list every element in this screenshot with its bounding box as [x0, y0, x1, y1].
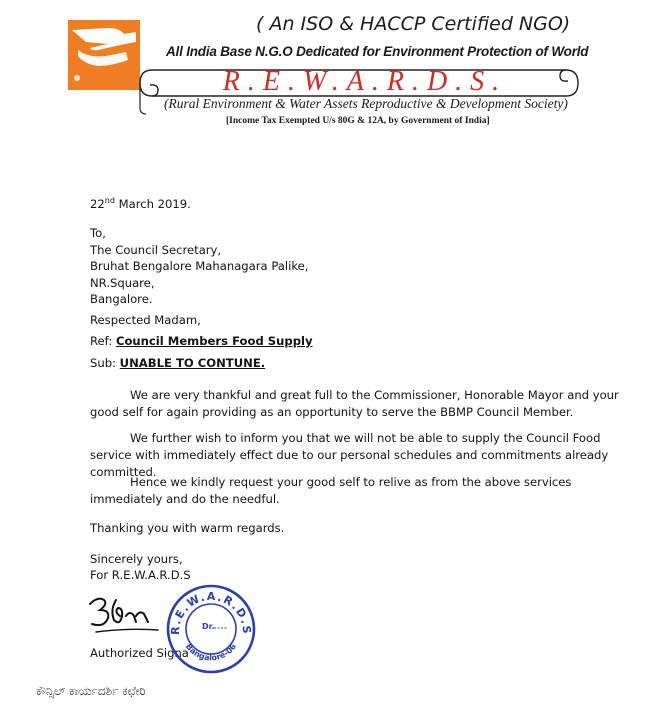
- ref-value: Council Members Food Supply: [115, 334, 313, 348]
- recipient-line: Bangalore.: [90, 292, 153, 306]
- sub-value: UNABLE TO CONTUNE.: [119, 356, 266, 370]
- org-name: R.E.W.A.R.D.S.: [222, 66, 508, 97]
- date-rest: March 2019.: [114, 197, 191, 211]
- body-paragraph: We further wish to inform you that we will not be able to supply the Council Food service with immediately effect due to our personal schedules and commitments already committed.: [90, 431, 609, 479]
- date-day: 22: [90, 197, 105, 211]
- for-org-line: For R.E.W.A.R.D.S: [90, 568, 191, 582]
- sub-label: Sub:: [90, 356, 120, 370]
- hand-globe-logo-icon: [68, 20, 140, 90]
- date-suffix: nd: [104, 196, 115, 205]
- kannada-office-stamp: ಕೌನ್ಸಿಲ್ ಕಾರ್ಯದರ್ಶಿ ಕಛೇರಿ: [36, 684, 146, 698]
- org-seal-icon: [166, 584, 256, 674]
- tax-exemption-note: [Income Tax Exempted U/s 80G & 12A, by Government of India]: [226, 116, 490, 126]
- recipient-line: The Council Secretary,: [90, 243, 222, 257]
- ref-label: Ref:: [90, 334, 116, 348]
- authorized-signatory: Authorized Signa: [90, 646, 189, 660]
- tagline: All India Base N.G.O Dedicated for Environment Protection of World: [166, 44, 589, 59]
- org-full-name: (Rural Environment & Water Assets Reproductive & Development Society): [164, 96, 568, 111]
- to-label: To,: [90, 226, 106, 240]
- letter-date: [90, 196, 191, 213]
- signature-icon: [86, 594, 162, 640]
- subject-line: [90, 355, 265, 372]
- closing-line: Sincerely yours,: [90, 552, 183, 566]
- thanks-line: Thanking you with warm regards.: [90, 521, 285, 535]
- recipient-line: Bruhat Bengalore Mahanagara Palike,: [90, 259, 309, 273]
- certification-heading: ( An ISO & HACCP Certified NGO): [256, 13, 571, 35]
- salutation: Respected Madam,: [90, 313, 201, 327]
- seal-inner-text: Dr.: [202, 622, 215, 631]
- seal-org-text: R.E.W.A.R.D.S: [168, 589, 254, 636]
- body-paragraph: We are very thankful and great full to the Commissioner, Honorable Mayor and your good self for again providing as an opportunity to serve the BBMP Council Member.: [90, 388, 619, 419]
- svg-text:Bangalore-06: [184, 642, 239, 663]
- reference-line: [90, 333, 313, 350]
- seal-place-text: Bangalore-06: [183, 641, 239, 663]
- recipient-line: NR.Square,: [90, 276, 155, 290]
- body-paragraph: Hence we kindly request your good self to relive as from the above services immediately and do the needful.: [90, 475, 572, 506]
